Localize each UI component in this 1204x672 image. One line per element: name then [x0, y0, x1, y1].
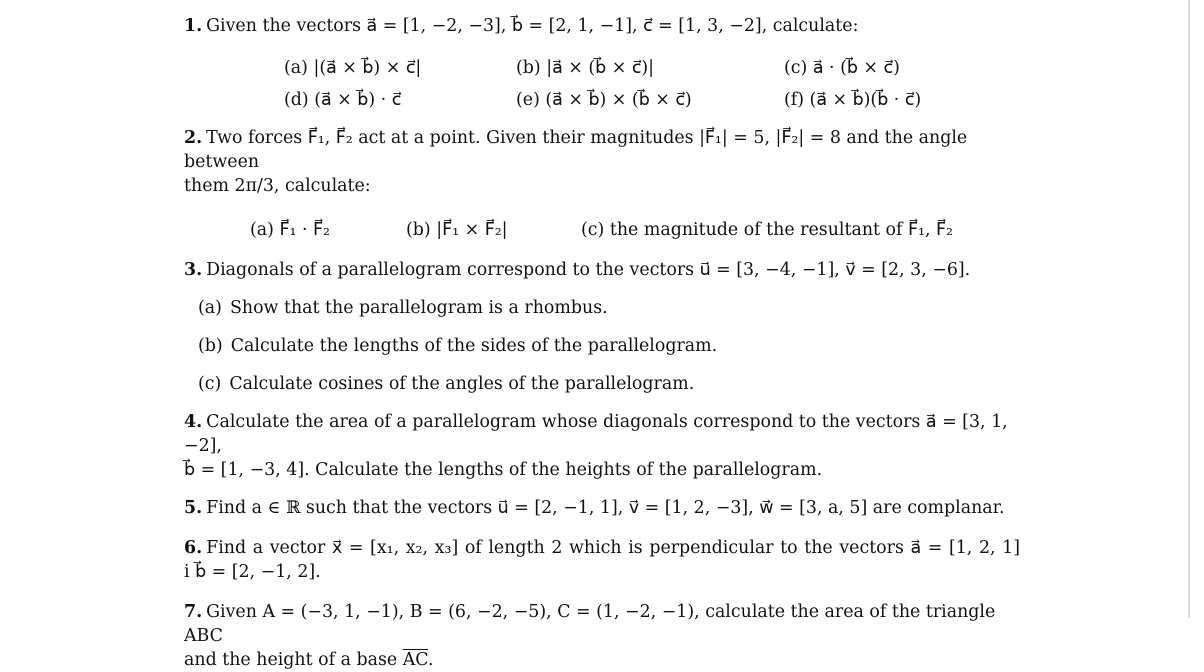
problem-2-number: 2.: [184, 128, 203, 148]
problem-3-item-c: [198, 372, 1020, 396]
problem-3-number: 3.: [184, 260, 203, 280]
problem-3-item-a-text: Show that the parallelogram is a rhombus.: [229, 298, 608, 318]
problem-7: [184, 600, 1020, 672]
problem-2-item-a: (a) F⃗₁ · F⃗₂: [250, 220, 330, 240]
problem-6-text-line1: Find a vector x⃗ = [x₁, x₂, x₃] of length 2 which is perpendicular to the vectors a⃗ = [1, 2, 1]: [206, 538, 1020, 558]
problem-3: [184, 258, 1020, 396]
problem-1-item-f: (f) (a⃗ × b⃗)(b⃗ · c⃗): [784, 90, 922, 110]
problem-3-item-a-label: (a): [198, 298, 222, 318]
problem-2-text-line1: Two forces F⃗₁, F⃗₂ act at a point. Given their magnitudes |F⃗₁| = 5, |F⃗₂| = 8 and the angle between: [184, 128, 968, 172]
problem-5-number: 5.: [184, 498, 203, 518]
problem-7-number: 7.: [184, 602, 203, 622]
problem-7-line2-prefix: and the height of a base: [184, 650, 403, 670]
problem-1-item-d: (d) (a⃗ × b⃗) · c⃗: [284, 90, 402, 110]
problem-2: [184, 126, 1020, 242]
problem-6: [184, 536, 1020, 584]
problem-5: [184, 496, 1020, 520]
problem-6-number: 6.: [184, 538, 203, 558]
problem-3-item-c-label: (c): [198, 374, 222, 394]
problem-5-text: Find a ∈ ℝ such that the vectors u⃗ = [2, −1, 1], v⃗ = [1, 2, −3], w⃗ = [3, a, 5] are complanar.: [206, 498, 1005, 518]
problem-1-subitems: [184, 56, 1020, 112]
problem-1-item-b: (b) |a⃗ × (b⃗ × c⃗)|: [516, 58, 655, 78]
problem-4: [184, 410, 1020, 482]
problem-6-text-line2: i b⃗ = [2, −1, 2].: [184, 562, 321, 582]
problem-1-item-a: (a) |(a⃗ × b⃗) × c⃗|: [284, 58, 422, 78]
problem-7-text-line1: Given A = (−3, 1, −1), B = (6, −2, −5), C = (1, −2, −1), calculate the area of the triangle ABC: [184, 602, 996, 646]
problem-4-text-line1: Calculate the area of a parallelogram whose diagonals correspond to the vectors a⃗ = [3, 1, −2],: [184, 412, 1008, 456]
problem-3-item-a: [198, 296, 1020, 320]
problem-2-item-c: (c) the magnitude of the resultant of F⃗₁, F⃗₂: [581, 220, 953, 240]
problem-4-text-line2: b⃗ = [1, −3, 4]. Calculate the lengths of the heights of the parallelogram.: [184, 460, 823, 480]
problem-1-text: Given the vectors a⃗ = [1, −2, −3], b⃗ = [2, 1, −1], c⃗ = [1, 3, −2], calculate:: [206, 16, 859, 36]
problem-3-item-c-text: Calculate cosines of the angles of the parallelogram.: [229, 374, 695, 394]
problem-1-number: 1.: [184, 16, 203, 36]
exercise-sheet: [184, 14, 1020, 672]
segment-ac: $\overline{AC}$: [402, 650, 428, 670]
problem-3-item-b-text: Calculate the lengths of the sides of the parallelogram.: [230, 336, 718, 356]
problem-1-item-e: (e) (a⃗ × b⃗) × (b⃗ × c⃗): [516, 90, 692, 110]
problem-4-number: 4.: [184, 412, 203, 432]
problem-2-subitems: [184, 218, 1020, 242]
problem-3-item-b: [198, 334, 1020, 358]
problem-3-subitems: [184, 296, 1020, 396]
problem-2-text-line2: them 2π/3, calculate:: [184, 176, 371, 196]
problem-7-line2-suffix: .: [427, 650, 434, 670]
problem-1: [184, 14, 1020, 112]
problem-2-item-b: (b) |F⃗₁ × F⃗₂|: [406, 220, 508, 240]
problem-7-text-line2: [184, 648, 1020, 672]
problem-3-text: Diagonals of a parallelogram correspond to the vectors u⃗ = [3, −4, −1], v⃗ = [2, 3, −6].: [206, 260, 971, 280]
problem-3-item-b-label: (b): [198, 336, 223, 356]
page-edge: [1188, 0, 1190, 618]
problem-1-item-c: (c) a⃗ · (b⃗ × c⃗): [784, 58, 900, 78]
